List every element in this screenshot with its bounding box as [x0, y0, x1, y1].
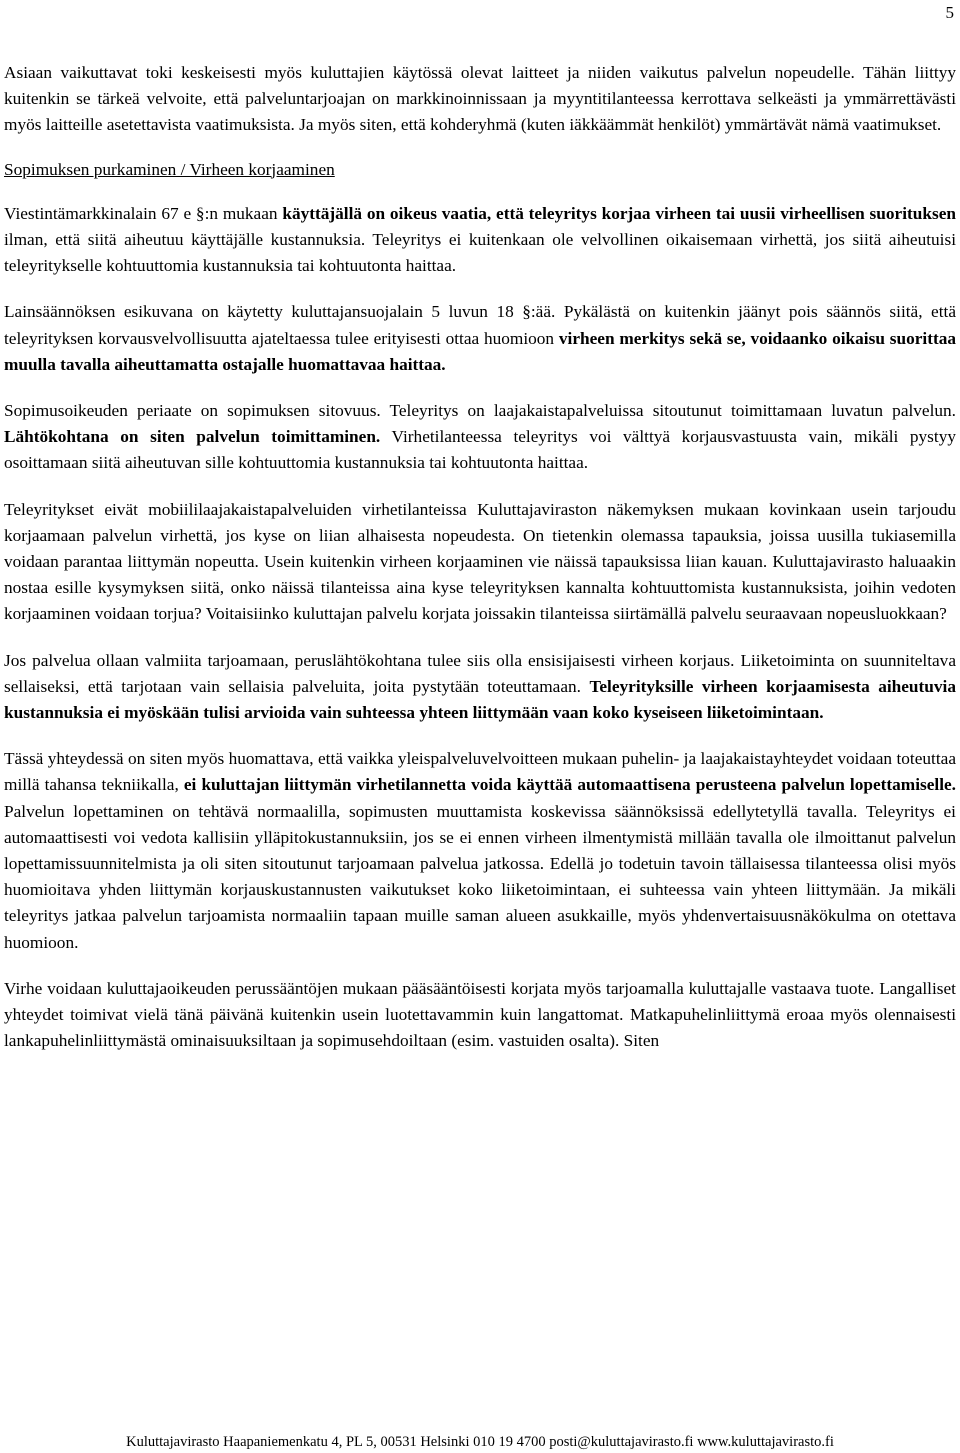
text-segment: Tässä yhteydessä on siten myös huomattava, että vaikka yleispalveluvelvoitteen mukaan puhelin- ja laajakaistayhteydet voidaan toteuttaa millä tahansa tekniikalla,: [4, 749, 956, 795]
page-number: 5: [945, 3, 954, 22]
bold-segment: ei kuluttajan liittymän virhetilannetta voida käyttää automaattisena perusteena palvelun lopettamiselle.: [183, 775, 956, 795]
text-segment: Lainsäännöksen esikuvana on käytetty kuluttajansuojalain 5 luvun 18 §:ää. Pykälästä on kuitenkin jäänyt pois säännös siitä, että teleyrityksen korvausvelvollisuutta ajateltaessa tulee erityisesti ottaa huomioon: [4, 302, 956, 348]
page-footer: Kuluttajavirasto Haapaniemenkatu 4, PL 5, 00531 Helsinki 010 19 4700 posti@kuluttajavirasto.fi www.kuluttajavirasto.fi: [126, 1434, 834, 1450]
text-segment: Virhetilanteessa teleyritys voi välttyä korjausvastuusta vain, mikäli pystyy osoittamaan siitä aiheutuvan sille kohtuuttomia kustannuksia tai kohtuutonta haittaa.: [4, 427, 956, 473]
paragraph-mobile-broadband: Teleyritykset eivät mobiililaajakaistapalveluiden virhetilanteissa Kuluttajaviraston näkemyksen mukaan kovinkaan usein tarjoudu korjaamaan palvelun virhettä, jos kyse on liian alhaisesta nopeudesta. On tietenkin olemassa tapauksia, joissa uusilla tukiasemilla voidaan parantaa liittymän nopeutta. Usein kuitenkin virheen korjaaminen vie näissä tapauksissa liian kauan. Kuluttajavirasto haluaakin nostaa esille kysymyksen siitä, onko näissä tilanteissa aina kyse teleyrityksen kannalta kohtuuttomista kustannuksista, joihin vedoten korjaaminen voidaan torjua? Voitaisiinko kuluttajan palvelu korjata joissakin tilanteissa siirtämällä palvelu seuraavaan nopeusluokkaan?: [4, 499, 956, 624]
paragraph-repair-priority: [4, 648, 956, 727]
bold-segment: Teleyrityksille virheen korjaamisesta aiheutuvia kustannuksia ei myöskään tulisi arvioida vain suhteessa yhteen liittymään vaan koko kyseiseen liiketoimintaan.: [4, 676, 956, 723]
text-segment: ilman, että siitä aiheutuu käyttäjälle kustannuksia. Teleyritys ei kuitenkaan ole velvollinen oikaisemaan virhettä, jos siitä aiheutuisi teleyritykselle kohtuuttomia kustannuksia tai kohtuutonta haittaa.: [4, 230, 956, 276]
text-segment: Sopimusoikeuden periaate on sopimuksen sitovuus. Teleyritys on laajakaistapalveluissa sitoutunut toimittamaan luvatun palvelun.: [4, 401, 956, 421]
text-segment: Jos palvelua ollaan valmiita tarjoamaan, peruslähtökohtana tulee siis olla ensisijaisesti virheen korjaus. Liiketoiminta on suunniteltava sellaiseksi, että tarjotaan vain sellaisia palveluita, joita pystytään toteuttamaan.: [4, 650, 956, 696]
bold-segment: virheen merkitys sekä se, voidaanko oikaisu suorittaa muulla tavalla aiheuttamatta ostajalle huomattavaa haittaa.: [4, 328, 956, 374]
paragraph-contract-binding: [4, 398, 956, 477]
bold-segment: käyttäjällä on oikeus vaatia, että teleyritys korjaa virheen tai uusii virheellisen suorituksen: [282, 203, 956, 223]
text-segment: Palvelun lopettaminen on tehtävä normaalilla, sopimusten muuttamista koskevissa säännöksissä edellytetyllä tavalla. Teleyritys ei automaattisesti voi vedota kallisiin ylläpitokustannuksiin, jos se ei ennen virheen ilmentymistä millään tavalla ole ilmoittanut palvelun lopettamissuunnitelmista ja oli siten sitoutunut tarjoamaan palvelua jatkossa. Edellä jo todetuin tavoin tällaisessa tilanteessa olisi myös huomioitava yhden liittymän korjauskustannusten vaikutukset koko liiketoimintaan, ei suhteessa vain yhteen liittymään. Ja mikäli teleyritys jatkaa palvelun tarjoamista normaaliin tapaan muille saman alueen asukkaille, myös yhdenvertaisuusnäkökulma on otettava huomioon.: [4, 801, 956, 952]
document-body: [0, 60, 960, 1075]
paragraph-law-67e: [4, 201, 956, 280]
text-segment: Viestintämarkkinalain 67 e §:n mukaan: [4, 203, 283, 223]
paragraph-device-requirements: Asiaan vaikuttavat toki keskeisesti myös kuluttajien käytössä olevat laitteet ja niiden vaikutus palvelun nopeudelle. Tähän liittyy kuitenkin se tärkeä velvoite, että palveluntarjoajan on markkinoinnissaan ja myyntitilanteessa kerrottava selkeästi ja ymmärrettävästi myös laitteille asetettavista vaatimuksista. Ja myös siten, että kohderyhmä (kuten iäkkäämmät henkilöt) ymmärtävät nämä vaatimukset.: [4, 63, 956, 135]
paragraph-replacement-product: Virhe voidaan kuluttajaoikeuden perussääntöjen mukaan pääsääntöisesti korjata myös tarjoamalla kuluttajalle vastaava tuote. Langalliset yhteydet toimivat vielä tänä päivänä kuitenkin usein luotettavammin kuin langattomat. Matkapuhelinliittymä eroaa myös olennaisesti lankapuhelinliittymästä ominaisuuksiltaan ja sopimusehdoiltaan (esim. vastuiden osalta). Siten: [4, 978, 956, 1051]
paragraph-consumer-protection-act: [4, 299, 956, 378]
section-heading: Sopimuksen purkaminen / Virheen korjaaminen: [4, 159, 335, 179]
paragraph-universal-service: [4, 746, 956, 956]
bold-segment: Lähtökohtana on siten palvelun toimittaminen.: [4, 427, 381, 447]
